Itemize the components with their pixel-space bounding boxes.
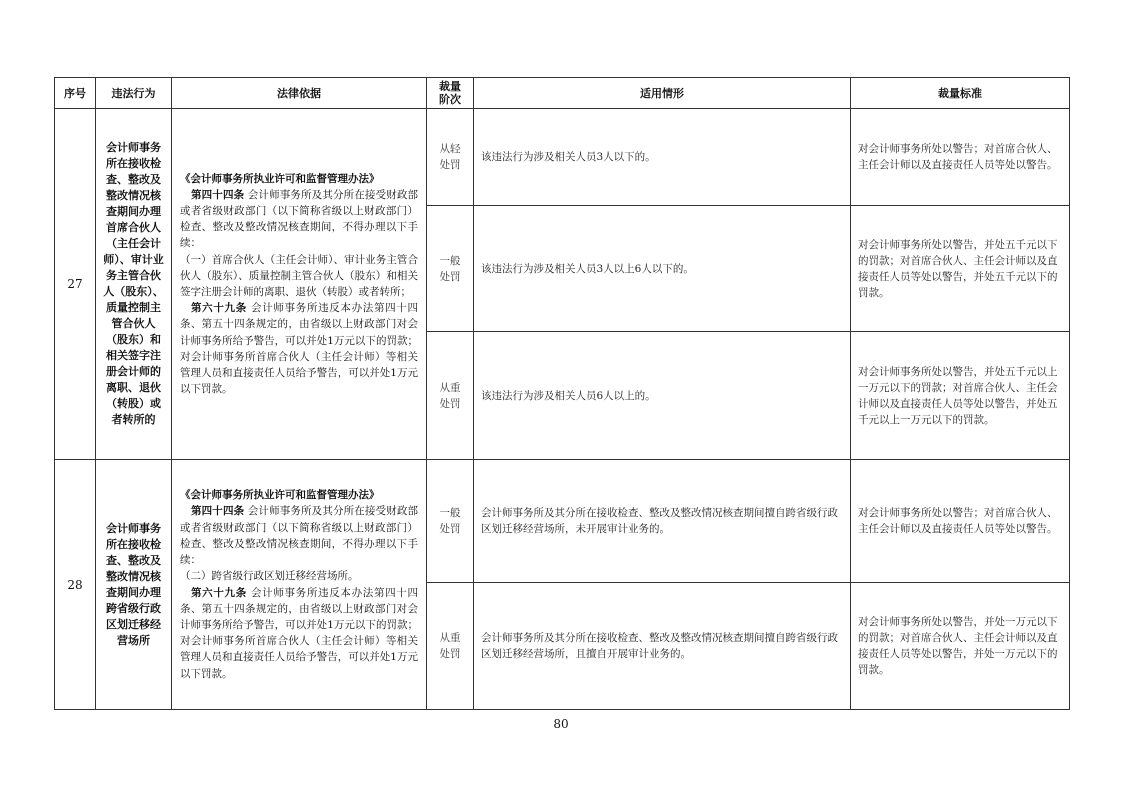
header-level: 裁量阶次	[427, 78, 474, 109]
situation-cell: 该违法行为涉及相关人员3人以下的。	[474, 109, 851, 206]
article-item: （一）首席合伙人（主任会计师）、审计业务主管合伙人（股东）、质量控制主管合伙人（股东）和相关签字注册会计师的离职、退伙（转股）或者转所；	[180, 253, 418, 298]
header-situation: 适用情形	[474, 78, 851, 109]
situation-cell: 会计师事务所及其分所在接收检查、整改及整改情况核查期间擅自跨省级行政区划迁移经营场所，且擅自开展审计业务的。	[474, 583, 851, 710]
level-cell: 从重处罚	[427, 583, 474, 710]
level-cell: 一般处罚	[427, 206, 474, 332]
legal-basis-cell	[172, 109, 427, 460]
article-44	[180, 503, 418, 568]
article-title: 第六十九条	[191, 302, 247, 315]
article-69	[180, 585, 418, 682]
article-text: 会计师事务所及其分所在接受财政部或者省级财政部门（以下简称省级以上财政部门）检查、整改及整改情况核查期间，不得办理以下手续：	[180, 505, 419, 567]
article-title: 第四十四条	[191, 505, 245, 518]
law-title: 《会计师事务所执业许可和监督管理办法》	[180, 489, 380, 502]
article-title: 第四十四条	[191, 188, 245, 201]
situation-cell: 该违法行为涉及相关人员3人以上6人以下的。	[474, 206, 851, 332]
violation-cell: 会计师事务所在接收检查、整改及整改情况核查期间办理跨省级行政区划迁移经营场所	[96, 460, 172, 710]
article-44	[180, 187, 418, 252]
table-row	[55, 109, 1070, 206]
standard-cell: 对会计师事务所处以警告；对首席合伙人、主任会计师以及直接责任人员等处以警告。	[851, 460, 1070, 583]
legal-basis-cell	[172, 460, 427, 710]
header-violation: 违法行为	[96, 78, 172, 109]
header-no: 序号	[55, 78, 96, 109]
row-number: 28	[55, 460, 96, 710]
level-cell: 从轻处罚	[427, 109, 474, 206]
article-text: 会计师事务所违反本办法第四十四条、第五十四条规定的，由省级以上财政部门对会计师事务所给予警告，可以并处1万元以下的罚款；对会计师事务所首席合伙人（主任会计师）等相关管理人员和直接责任人员给予警告，可以并处1万元以下罚款。	[180, 302, 419, 396]
header-standard: 裁量标准	[851, 78, 1070, 109]
header-row	[55, 78, 1070, 109]
penalty-discretion-table	[54, 77, 1070, 710]
standard-cell: 对会计师事务所处以警告；对首席合伙人、主任会计师以及直接责任人员等处以警告。	[851, 109, 1070, 206]
article-text: 会计师事务所及其分所在接受财政部或者省级财政部门（以下简称省级以上财政部门）检查、整改及整改情况核查期间，不得办理以下手续：	[180, 188, 419, 250]
page-number: 80	[553, 717, 569, 731]
situation-cell: 会计师事务所及其分所在接收检查、整改及整改情况核查期间擅自跨省级行政区划迁移经营场所，未开展审计业务的。	[474, 460, 851, 583]
article-title: 第六十九条	[191, 586, 247, 599]
table-row	[55, 460, 1070, 583]
situation-cell: 该违法行为涉及相关人员6人以上的。	[474, 332, 851, 460]
level-cell: 一般处罚	[427, 460, 474, 583]
level-cell: 从重处罚	[427, 332, 474, 460]
law-title: 《会计师事务所执业许可和监督管理办法》	[180, 172, 380, 185]
article-item: （二）跨省级行政区划迁移经营场所。	[180, 570, 359, 583]
standard-cell: 对会计师事务所处以警告，并处五千元以上一万元以下的罚款；对首席合伙人、主任会计师以及直接责任人员等处以警告，并处五千元以上一万元以下的罚款。	[851, 332, 1070, 460]
violation-cell: 会计师事务所在接收检查、整改及整改情况核查期间办理首席合伙人（主任会计师）、审计业务主管合伙人（股东）、质量控制主管合伙人（股东）和相关签字注册会计师的离职、退伙（转股）或者转所的	[96, 109, 172, 460]
header-law: 法律依据	[172, 78, 427, 109]
article-text: 会计师事务所违反本办法第四十四条、第五十四条规定的，由省级以上财政部门对会计师事务所给予警告，可以并处1万元以下的罚款；对会计师事务所首席合伙人（主任会计师）等相关管理人员和直接责任人员给予警告，可以并处1万元以下罚款。	[180, 586, 419, 680]
row-number: 27	[55, 109, 96, 460]
article-69	[180, 300, 418, 397]
standard-cell: 对会计师事务所处以警告，并处一万元以下的罚款；对首席合伙人、主任会计师以及直接责任人员等处以警告，并处一万元以下的罚款。	[851, 583, 1070, 710]
standard-cell: 对会计师事务所处以警告，并处五千元以下的罚款；对首席合伙人、主任会计师以及直接责任人员等处以警告，并处五千元以下的罚款。	[851, 206, 1070, 332]
